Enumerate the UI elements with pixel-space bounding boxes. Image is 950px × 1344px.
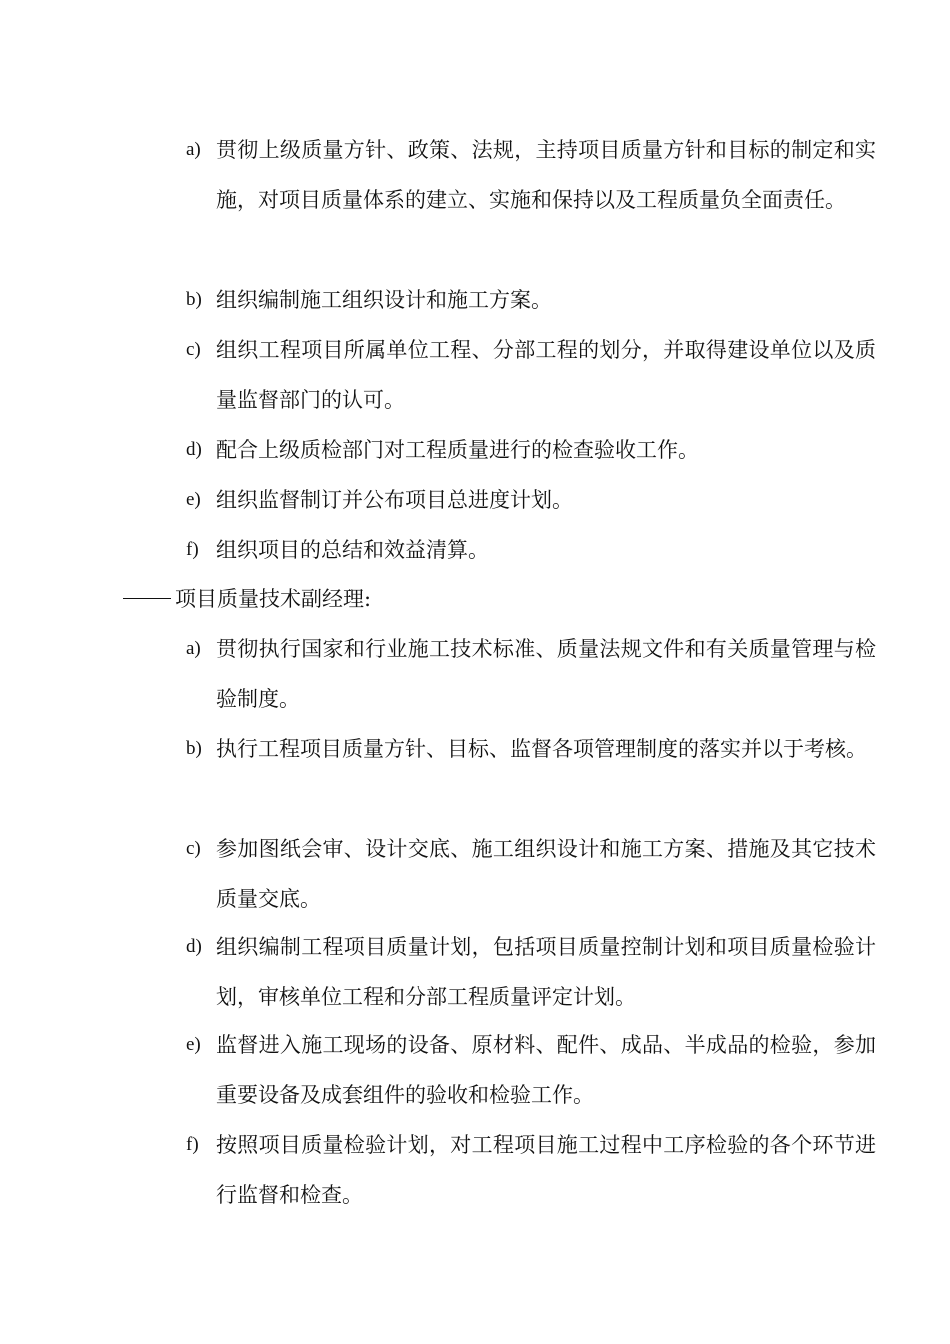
list-item-text: 贯彻上级质量方针、政策、法规，主持项目质量方针和目标的制定和实施，对项目质量体系的建立、实施和保持以及工程质量负全面责任。 [216,138,876,212]
list-item-text: 配合上级质检部门对工程质量进行的检查验收工作。 [216,438,699,462]
list-marker: c) [186,339,201,360]
em-dash-rule [123,598,171,599]
list-item-text: 参加图纸会审、设计交底、施工组织设计和施工方案、措施及其它技术质量交底。 [216,837,876,911]
list-marker: a) [186,139,201,160]
list-item-text: 组织工程项目所属单位工程、分部工程的划分，并取得建设单位以及质量监督部门的认可。 [216,338,876,412]
section-heading [123,574,371,624]
list-item-text: 执行工程项目质量方针、目标、监督各项管理制度的落实并以于考核。 [216,737,867,761]
list-item-text: 组织编制施工组织设计和施工方案。 [216,288,552,312]
list-marker: f) [186,539,199,560]
section-heading-text: 项目质量技术副经理: [175,587,372,611]
list-marker: b) [186,289,202,310]
list-item-text: 贯彻执行国家和行业施工技术标准、质量法规文件和有关质量管理与检验制度。 [216,637,876,711]
list-marker: d) [186,439,202,460]
list-marker: e) [186,489,201,510]
list-marker: f) [186,1134,199,1155]
list-item-text: 组织编制工程项目质量计划，包括项目质量控制计划和项目质量检验计划，审核单位工程和分部工程质量评定计划。 [216,935,876,1009]
list-marker: c) [186,838,201,859]
list-marker: d) [186,936,202,957]
list-marker: e) [186,1034,201,1055]
list-marker: a) [186,638,201,659]
list-item-text: 组织项目的总结和效益清算。 [216,538,489,562]
list-item-text: 组织监督制订并公布项目总进度计划。 [216,488,573,512]
list-item-text: 监督进入施工现场的设备、原材料、配件、成品、半成品的检验，参加重要设备及成套组件的验收和检验工作。 [216,1033,876,1107]
list-marker: b) [186,738,202,759]
list-item-text: 按照项目质量检验计划，对工程项目施工过程中工序检验的各个环节进行监督和检查。 [216,1133,876,1207]
